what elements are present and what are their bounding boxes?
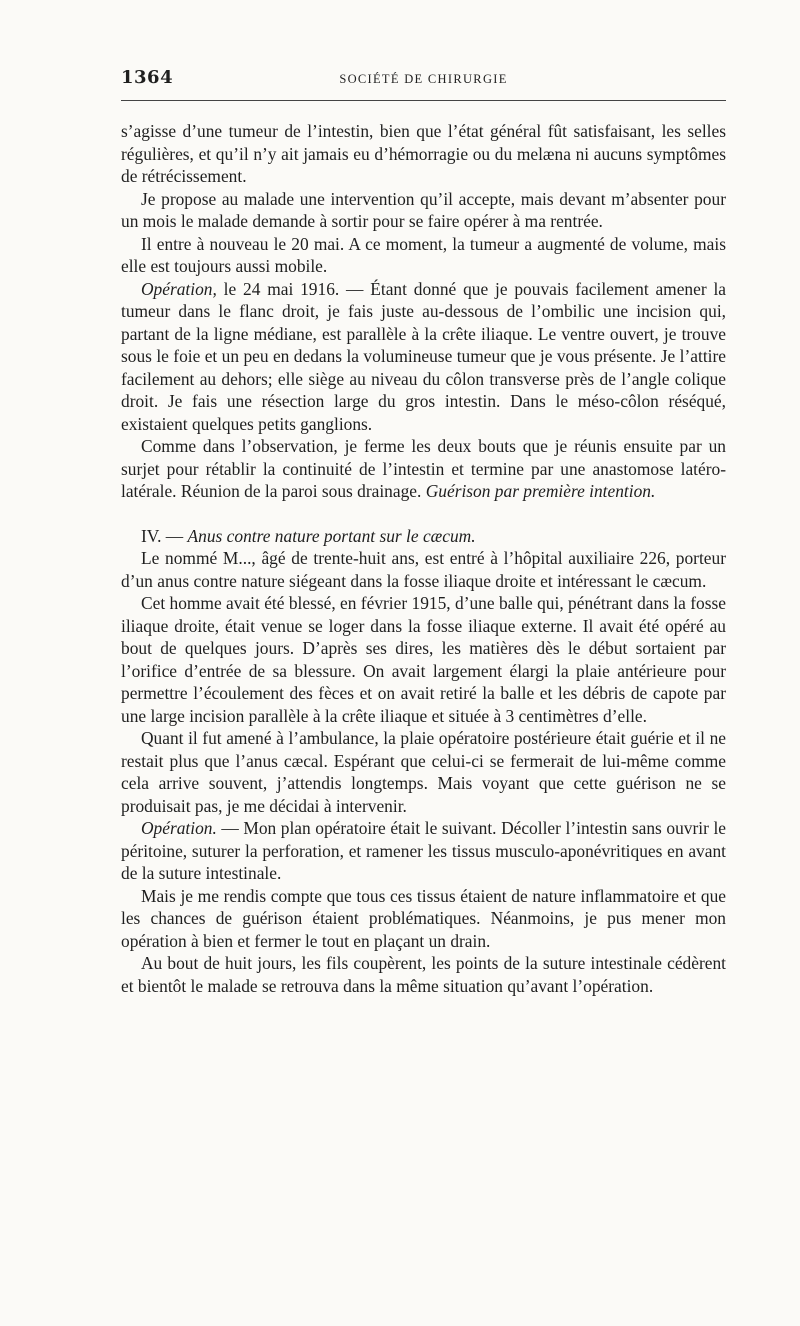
paragraph-6: Le nommé M..., âgé de trente-huit ans, est entré à l’hôpital auxiliaire 226, porteur d’un anus contre nature siégeant dans la fosse iliaque droite et intéressant le cæcum. — [121, 548, 726, 591]
paragraph-5 — [121, 435, 726, 503]
paragraph-5-italic: Guérison par première intention. — [425, 481, 656, 501]
paragraph-4-text: le 24 mai 1916. — Étant donné que je pouvais facilement amener la tumeur dans le flanc droit, je fais juste au-dessous de l’ombilic une incision qui, partant de la ligne médiane, est parallèle à la crête iliaque. Le ventre ouvert, je trouve sous le foie et un peu en dedans la volumineuse tumeur que je vous présente. Je l’attire facilement au dehors; elle siège au niveau du côlon transverse près de l’angle colique droit. Je fais une résection large du gros intestin. Dans le méso-côlon réséqué, existaient quelques petits ganglions. — [121, 278, 726, 434]
section-title: Anus contre nature portant sur le cæcum. — [187, 525, 476, 546]
running-head: SOCIÉTÉ DE CHIRURGIE — [339, 72, 508, 86]
operation-label-2: Opération. — [141, 818, 217, 838]
paragraph-11: Au bout de huit jours, les fils coupèrent, les points de la suture intestinale cédèrent et bientôt le malade se retrouva dans la même situation qu’avant l’opération. — [121, 953, 726, 996]
page-header — [121, 64, 726, 94]
page — [121, 64, 726, 996]
paragraph-5-text: Comme dans l’observation, je ferme les deux bouts que je réunis ensuite par un surjet pour rétablir la continuité de l’intestin et termine par une anastomose latéro-latérale. Réunion de la paroi sous drainage. — [121, 436, 726, 501]
paragraph-10: Mais je me rendis compte que tous ces tissus étaient de nature inflammatoire et que les chances de guérison étaient problématiques. Néanmoins, je pus mener mon opération à bien et fermer le tout en plaçant un drain. — [121, 885, 726, 951]
paragraph-9 — [121, 817, 726, 885]
body-text — [121, 120, 726, 997]
header-rule — [121, 100, 726, 101]
section-number: IV. — — [141, 525, 188, 546]
paragraph-4 — [121, 278, 726, 436]
page-number: 1364 — [121, 67, 174, 88]
paragraph-2: Je propose au malade une intervention qu’il accepte, mais devant m’absenter pour un mois le malade demande à sortir pour se faire opérer à ma rentrée. — [121, 188, 726, 231]
section-heading — [121, 525, 726, 548]
paragraph-1: s’agisse d’une tumeur de l’intestin, bien que l’état général fût satisfaisant, les selles régulières, et qu’il n’y ait jamais eu d’hémorragie ou du melæna ni aucuns symptômes de rétrécissement. — [121, 121, 726, 186]
operation-label: Opération, — [141, 278, 217, 299]
paragraph-3: Il entre à nouveau le 20 mai. A ce moment, la tumeur a augmenté de volume, mais elle est toujours aussi mobile. — [121, 233, 726, 276]
paragraph-7: Cet homme avait été blessé, en février 1915, d’une balle qui, pénétrant dans la fosse iliaque droite, était venue se loger dans la fosse iliaque externe. Il avait été opéré au bout de quelques jours. D’après ses dires, les matières dès le début sortaient par l’orifice d’entrée de sa blessure. On avait largement élargi la plaie antérieure pour permettre l’écoulement des fèces et on avait retiré la balle et les débris de capote par une large incision parallèle à la crête iliaque et située à 3 centimètres d’elle. — [121, 593, 726, 726]
paragraph-8: Quant il fut amené à l’ambulance, la plaie opératoire postérieure était guérie et il ne restait plus que l’anus cæcal. Espérant que celui-ci se fermerait de lui-même comme cela arrive souvent, j’attendis longtemps. Mais voyant que cette guérison ne se produisait pas, je me décidai à intervenir. — [121, 728, 726, 816]
paragraph-9-text: — Mon plan opératoire était le suivant. Décoller l’intestin sans ouvrir le péritoine, suturer la perforation, et ramener les tissus musculo-aponévritiques en avant de la suture intestinale. — [121, 818, 726, 883]
